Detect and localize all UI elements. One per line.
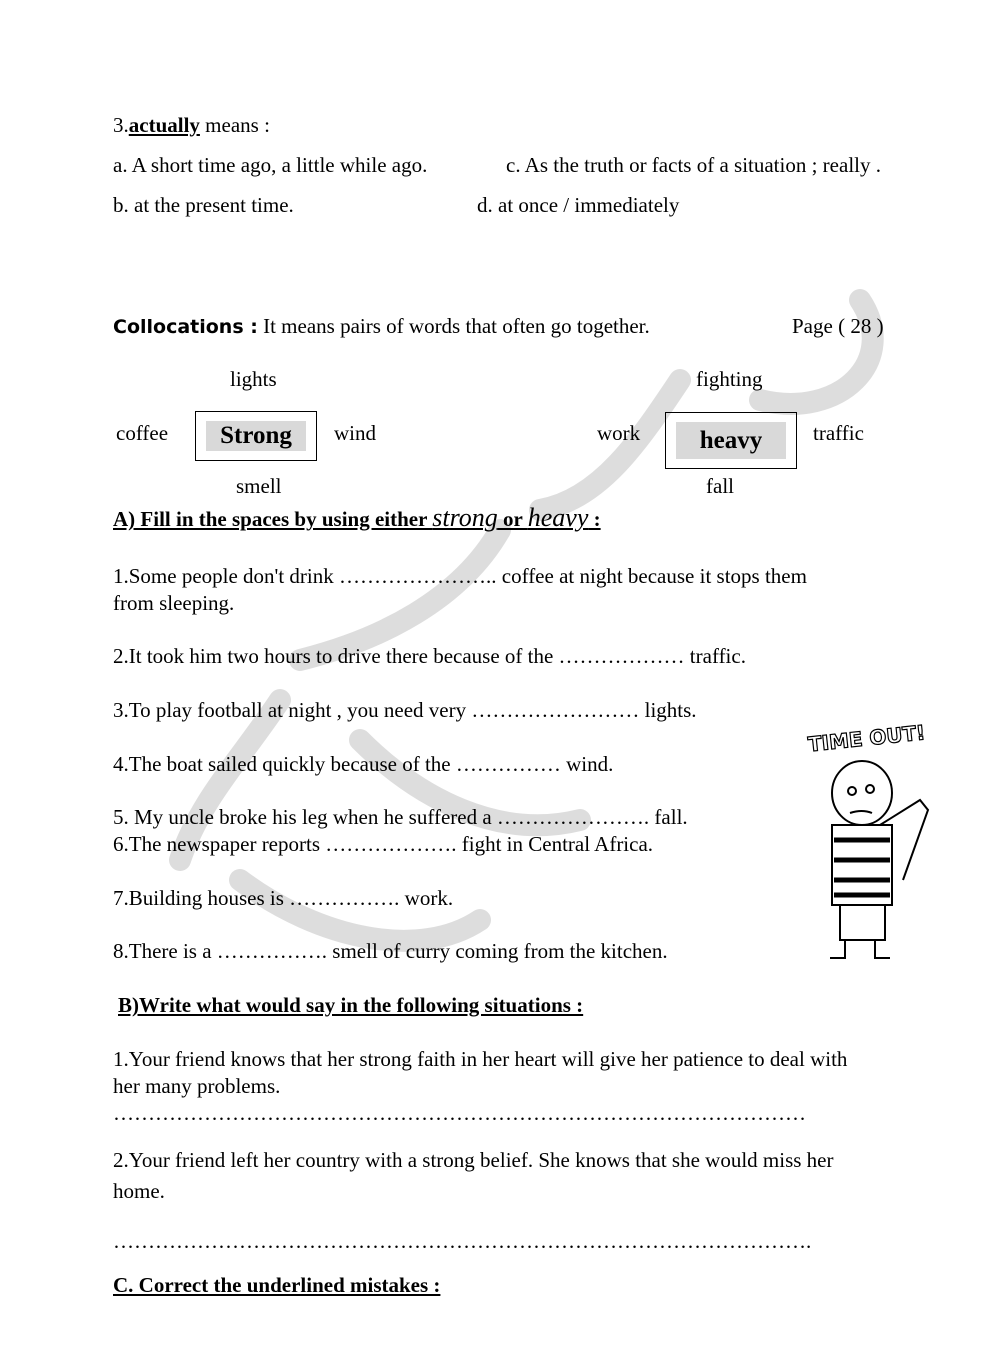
q3-stem: 3.actually means : — [113, 113, 270, 137]
situation-1-line-2: her many problems. — [113, 1074, 281, 1098]
q3-option-d: d. at once / immediately — [477, 193, 680, 217]
heavy-right: traffic — [813, 421, 864, 445]
situation-1-line-1: 1.Your friend knows that her strong faith in her heart will give her patience to deal with — [113, 1047, 848, 1071]
page-number: Page ( 28 ) — [792, 314, 884, 338]
strong-right: wind — [334, 421, 376, 445]
section-c-title: C. Correct the underlined mistakes : — [113, 1273, 441, 1297]
exercise-a-item: 7.Building houses is ……………. work. — [113, 886, 454, 910]
exercise-a-item: 1.Some people don't drink ………………….. coffee at night because it stops them — [113, 564, 807, 588]
exercise-a-item: from sleeping. — [113, 591, 235, 615]
strong-box: Strong — [195, 411, 317, 461]
answer-line-2[interactable]: ………………………………………………………………………………………. — [113, 1229, 812, 1253]
exercise-a-item: 2.It took him two hours to drive there because of the ……………… traffic. — [113, 644, 746, 668]
collocations-heading: Collocations : It means pairs of words that often go together. — [113, 314, 650, 338]
q3-option-b: b. at the present time. — [113, 193, 294, 217]
exercise-a-item: 4.The boat sailed quickly because of the …………… wind. — [113, 752, 614, 776]
exercise-a-item: 8.There is a ……………. smell of curry coming from the kitchen. — [113, 939, 668, 963]
situation-2-line-2: home. — [113, 1179, 165, 1203]
section-b-title: B)Write what would say in the following situations : — [118, 993, 584, 1017]
q3-option-a: a. A short time ago, a little while ago. — [113, 153, 428, 177]
timeout-clipart — [800, 715, 950, 970]
strong-top: lights — [230, 367, 277, 391]
heavy-bottom: fall — [706, 474, 734, 498]
heavy-left: work — [597, 421, 641, 445]
exercise-a-item: 3.To play football at night , you need very …………………… lights. — [113, 698, 697, 722]
heavy-box: heavy — [665, 412, 797, 469]
svg-text:TIME OUT!: TIME OUT! — [806, 720, 927, 757]
exercise-a-item: 5. My uncle broke his leg when he suffered a …………………. fall. — [113, 805, 688, 829]
answer-line-1[interactable]: ……………………………………………………………………………………… — [113, 1101, 806, 1125]
section-a-title: A) Fill in the spaces by using either strong or heavy : — [113, 503, 601, 532]
strong-left: coffee — [116, 421, 169, 445]
exercise-a-item: 6.The newspaper reports ………………. fight in Central Africa. — [113, 832, 654, 856]
heavy-top: fighting — [696, 367, 763, 391]
q3-option-c: c. As the truth or facts of a situation ; really . — [506, 153, 881, 177]
situation-2-line-1: 2.Your friend left her country with a strong belief. She knows that she would miss her — [113, 1148, 834, 1172]
strong-bottom: smell — [236, 474, 282, 498]
